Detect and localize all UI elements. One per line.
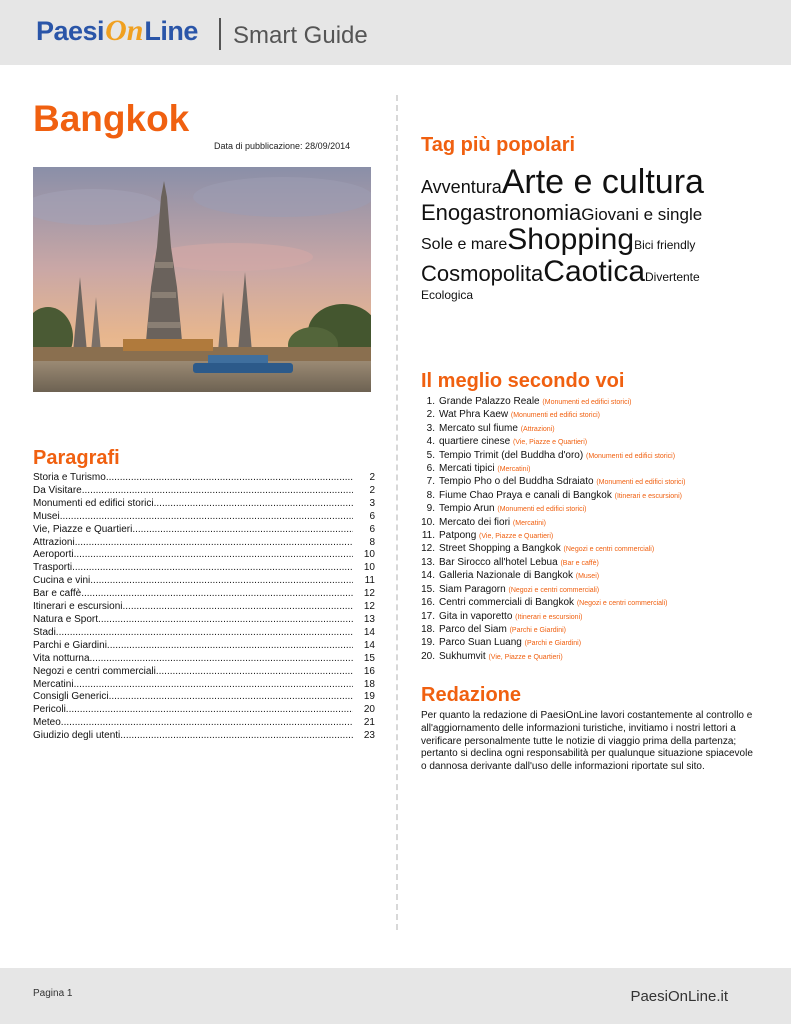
list-item[interactable] xyxy=(421,490,771,503)
toc-item[interactable] xyxy=(33,537,375,550)
list-item-number: 19. xyxy=(421,637,435,649)
list-item-category: (Monumenti ed edifici storici) xyxy=(542,399,632,406)
list-item-name: Wat Phra Kaew xyxy=(439,409,509,421)
list-item-category: (Parchi e Giardini) xyxy=(524,640,582,648)
toc-item[interactable] xyxy=(33,588,375,601)
toc-item-name: Cucina e vini xyxy=(33,575,91,587)
toc-leader-dots xyxy=(109,691,353,704)
page-number: Pagina 1 xyxy=(33,988,73,999)
toc-item-page: 12 xyxy=(363,601,375,613)
toc-item-page: 20 xyxy=(363,704,375,716)
tag-link[interactable]: Arte e cultura xyxy=(501,163,704,201)
tag-line xyxy=(421,224,761,256)
toc-item[interactable] xyxy=(33,485,375,498)
tag-line xyxy=(421,165,761,201)
toc-item-name: Negozi e centri commerciali xyxy=(33,665,156,677)
toc-item-page: 23 xyxy=(363,730,375,742)
toc-leader-dots xyxy=(72,562,353,575)
city-title: Bangkok xyxy=(33,98,190,139)
temple-photo-illustration xyxy=(33,167,371,392)
toc-item-page: 8 xyxy=(369,536,375,548)
list-item[interactable] xyxy=(421,423,771,436)
toc-item-name: Itinerari e escursioni xyxy=(33,601,123,613)
list-item[interactable] xyxy=(421,517,771,530)
toc-leader-dots xyxy=(154,498,353,511)
list-item-name: Fiume Chao Praya e canali di Bangkok xyxy=(439,489,612,501)
footer-site-link[interactable]: PaesiOnLine.it xyxy=(630,988,728,1005)
logo-text-on: On xyxy=(105,14,144,47)
toc-item[interactable] xyxy=(33,614,375,627)
tag-line xyxy=(421,287,761,304)
list-item-number: 7. xyxy=(426,476,435,488)
list-item-category: (Vie, Piazze e Quartieri) xyxy=(488,653,563,661)
toc-item[interactable] xyxy=(33,691,375,704)
toc-leader-dots xyxy=(122,601,353,614)
list-item-name: Siam Paragorn xyxy=(439,583,506,595)
list-item-number: 9. xyxy=(426,503,435,515)
list-item[interactable] xyxy=(421,651,771,664)
list-item-name: Gita in vaporetto xyxy=(439,610,513,622)
list-item-category: (Monumenti ed edifici storici) xyxy=(596,479,686,487)
toc-item[interactable] xyxy=(33,666,375,679)
toc-item[interactable] xyxy=(33,679,375,692)
toc-item[interactable] xyxy=(33,704,375,717)
list-item[interactable] xyxy=(421,476,771,489)
toc-item-page: 14 xyxy=(363,626,375,638)
toc-item-name: Monumenti ed edifici storici xyxy=(33,497,154,509)
list-item-category: (Negozi e centri commerciali) xyxy=(508,586,600,594)
toc-leader-dots xyxy=(107,640,353,653)
list-item-category: (Attrazioni) xyxy=(520,425,555,433)
list-item-number: 11. xyxy=(421,530,435,542)
list-item-name: Bar Sirocco all'hotel Lebua xyxy=(439,556,558,568)
list-item[interactable] xyxy=(421,503,771,516)
list-item-number: 4. xyxy=(426,436,435,448)
toc-item-name: Giudizio degli utenti xyxy=(33,730,121,742)
list-item-number: 5. xyxy=(426,449,435,461)
toc-item-page: 16 xyxy=(363,665,375,677)
toc-leader-dots xyxy=(75,537,353,550)
toc-leader-dots xyxy=(81,588,353,601)
toc-leader-dots xyxy=(82,485,353,498)
toc-leader-dots xyxy=(98,614,353,627)
toc-leader-dots xyxy=(132,524,353,537)
tag-link[interactable]: Ecologica xyxy=(421,288,474,303)
list-item[interactable] xyxy=(421,624,771,637)
tag-cloud xyxy=(421,165,761,304)
tags-title: Tag più popolari xyxy=(421,134,576,156)
toc-item-name: Aeroporti xyxy=(33,549,74,561)
tag-link[interactable]: Avventura xyxy=(421,177,502,197)
toc-item-name: Attrazioni xyxy=(33,536,75,548)
toc-item-page: 14 xyxy=(363,639,375,651)
toc-item-page: 15 xyxy=(363,652,375,664)
toc-item[interactable] xyxy=(33,472,375,485)
page-header xyxy=(0,0,791,65)
tag-line xyxy=(421,256,761,288)
list-item[interactable] xyxy=(421,530,771,543)
toc-item-page: 3 xyxy=(369,497,375,509)
list-item[interactable] xyxy=(421,396,771,409)
toc-leader-dots xyxy=(120,730,353,743)
toc-item[interactable] xyxy=(33,575,375,588)
toc-item-name: Musei xyxy=(33,510,60,522)
list-item-category: (Negozi e centri commerciali) xyxy=(563,546,655,554)
toc-item-page: 18 xyxy=(363,678,375,690)
list-item[interactable] xyxy=(421,584,771,597)
page-footer xyxy=(0,968,791,1024)
toc-item-page: 12 xyxy=(363,588,375,600)
tag-link[interactable]: Divertente xyxy=(645,269,700,284)
list-item-number: 8. xyxy=(426,489,435,501)
toc-item[interactable] xyxy=(33,717,375,730)
toc-item-page: 10 xyxy=(363,562,375,574)
toc-item[interactable] xyxy=(33,511,375,524)
toc-item-name: Stadi xyxy=(33,626,56,638)
best-list xyxy=(421,396,771,664)
list-item-number: 17. xyxy=(421,610,435,622)
toc-item-name: Pericoli xyxy=(33,704,66,716)
list-item-number: 18. xyxy=(421,623,435,635)
toc-item-name: Consigli Generici xyxy=(33,691,109,703)
list-item-number: 13. xyxy=(421,556,435,568)
list-item-name: Grande Palazzo Reale xyxy=(439,396,540,407)
city-photo xyxy=(33,167,371,392)
tag-link[interactable]: Giovani e single xyxy=(581,204,703,224)
header-separator xyxy=(219,18,221,50)
list-item-name: Patpong xyxy=(439,530,477,542)
toc-item-page: 19 xyxy=(363,691,375,703)
list-item-category: (Mercatini) xyxy=(497,466,531,474)
list-item-number: 16. xyxy=(421,597,435,609)
header-title: Smart Guide xyxy=(233,22,368,49)
list-item[interactable] xyxy=(421,409,771,422)
toc-item-page: 6 xyxy=(369,523,375,535)
redazione-title: Redazione xyxy=(421,684,522,706)
toc-leader-dots xyxy=(74,549,353,562)
toc-item-page: 6 xyxy=(369,510,375,522)
toc-item[interactable] xyxy=(33,549,375,562)
list-item[interactable] xyxy=(421,570,771,583)
toc-item-name: Storia e Turismo xyxy=(33,472,106,483)
tag-link[interactable]: Bici friendly xyxy=(634,238,696,253)
toc-item-page: 2 xyxy=(369,484,375,496)
tag-link[interactable]: Enogastronomia xyxy=(421,199,582,225)
logo-text-line: Line xyxy=(144,16,198,46)
toc-item[interactable] xyxy=(33,640,375,653)
tag-link[interactable]: Shopping xyxy=(507,223,635,257)
toc-leader-dots xyxy=(156,666,353,679)
list-item[interactable] xyxy=(421,637,771,650)
toc-item-page: 11 xyxy=(364,575,375,587)
toc-item-name: Parchi e Giardini xyxy=(33,639,107,651)
list-item-name: Mercato sul fiume xyxy=(439,422,518,434)
list-item[interactable] xyxy=(421,436,771,449)
list-item-number: 14. xyxy=(421,570,435,582)
toc-leader-dots xyxy=(61,717,353,730)
toc-leader-dots xyxy=(90,575,353,588)
list-item-category: (Musei) xyxy=(575,573,600,581)
list-item-category: (Itinerari e escursioni) xyxy=(515,613,583,621)
list-item-name: Street Shopping a Bangkok xyxy=(439,543,561,555)
list-item-name: Galleria Nazionale di Bangkok xyxy=(439,570,573,582)
list-item-number: 15. xyxy=(421,583,435,595)
toc-item-page: 2 xyxy=(369,472,375,483)
list-item[interactable] xyxy=(421,611,771,624)
toc-item-name: Mercatini xyxy=(33,678,74,690)
list-item-number: 1. xyxy=(426,396,435,407)
toc-item-name: Natura e Sport xyxy=(33,613,99,625)
list-item-name: Mercato dei fiori xyxy=(439,516,511,528)
toc-leader-dots xyxy=(106,472,353,485)
toc-item[interactable] xyxy=(33,562,375,575)
toc-item-page: 10 xyxy=(363,549,375,561)
list-item-number: 12. xyxy=(421,543,435,555)
list-item-name: Centri commerciali di Bangkok xyxy=(439,597,575,609)
toc-item[interactable] xyxy=(33,498,375,511)
list-item-name: Tempio Trimit (del Buddha d'oro) xyxy=(439,449,584,461)
toc-item[interactable] xyxy=(33,601,375,614)
toc-item-name: Meteo xyxy=(33,717,61,729)
toc-leader-dots xyxy=(56,627,353,640)
list-item[interactable] xyxy=(421,463,771,476)
list-item-category: (Monumenti ed edifici storici) xyxy=(497,506,587,514)
list-item-number: 10. xyxy=(421,516,435,528)
tag-link[interactable]: Caotica xyxy=(543,254,645,288)
list-item-category: (Mercatini) xyxy=(512,519,546,527)
toc-item-page: 21 xyxy=(363,717,375,729)
list-item-name: quartiere cinese xyxy=(439,436,511,448)
list-item[interactable] xyxy=(421,450,771,463)
list-item[interactable] xyxy=(421,597,771,610)
list-item-category: (Monumenti ed edifici storici) xyxy=(585,452,676,460)
paragrafi-title: Paragrafi xyxy=(33,447,120,469)
toc-item-name: Vie, Piazze e Quartieri xyxy=(33,523,133,535)
list-item-number: 2. xyxy=(426,409,435,421)
toc-leader-dots xyxy=(74,679,353,692)
toc-item-name: Da Visitare xyxy=(33,484,82,496)
list-item-name: Mercati tipici xyxy=(439,463,495,475)
toc-item[interactable] xyxy=(33,653,375,666)
toc-item-name: Bar e caffè xyxy=(33,588,82,600)
column-divider xyxy=(396,95,398,930)
toc-item[interactable] xyxy=(33,730,375,743)
paesionline-logo[interactable] xyxy=(36,14,198,54)
list-item-name: Parco Suan Luang xyxy=(439,637,522,649)
logo-text-paesi: Paesi xyxy=(36,16,105,46)
toc-item-name: Trasporti xyxy=(33,562,73,574)
list-item[interactable] xyxy=(421,557,771,570)
list-item-category: (Bar e caffè) xyxy=(560,559,599,567)
best-title: Il meglio secondo voi xyxy=(421,370,625,392)
list-item-category: (Parchi e Giardini) xyxy=(509,626,567,634)
toc-item[interactable] xyxy=(33,524,375,537)
list-item-name: Tempio Pho o del Buddha Sdraiato xyxy=(439,476,594,488)
toc-leader-dots xyxy=(60,511,353,524)
list-item-name: Parco del Siam xyxy=(439,623,507,635)
toc-item-name: Vita notturna xyxy=(33,652,90,664)
list-item-number: 6. xyxy=(426,463,435,475)
list-item-name: Sukhumvit xyxy=(439,650,486,662)
list-item-category: (Monumenti ed edifici storici) xyxy=(510,412,600,420)
list-item-number: 3. xyxy=(426,422,435,434)
tag-link[interactable]: Cosmopolita xyxy=(421,260,544,286)
list-item-name: Tempio Arun xyxy=(439,503,495,515)
toc-item[interactable] xyxy=(33,627,375,640)
publication-date: Data di pubblicazione: 28/09/2014 xyxy=(214,141,351,151)
toc-leader-dots xyxy=(66,704,353,717)
list-item-number: 20. xyxy=(421,650,435,662)
list-item-category: (Vie, Piazze e Quartieri) xyxy=(512,439,588,447)
list-item[interactable] xyxy=(421,543,771,556)
toc-item-page: 13 xyxy=(363,613,375,625)
toc-leader-dots xyxy=(90,653,353,666)
tag-link[interactable]: Sole e mare xyxy=(421,236,508,254)
redazione-text: Per quanto la redazione di PaesiOnLine lavori costantemente al controllo e all'aggiornamento delle informazioni turistiche, invitiamo i nostri lettori a verificare personalmente tutte le notizie di viaggio prima della partenza; pertanto si declina ogni responsabilità per qualunque situazione spiacevole o dannosa derivante dall'uso delle informazioni riportate sul sito. xyxy=(421,710,753,773)
list-item-category: (Negozi e centri commerciali) xyxy=(576,600,668,608)
list-item-category: (Itinerari e escursioni) xyxy=(614,492,682,500)
tag-line xyxy=(421,201,761,225)
table-of-contents xyxy=(33,472,375,743)
list-item-category: (Vie, Piazze e Quartieri) xyxy=(479,533,554,541)
